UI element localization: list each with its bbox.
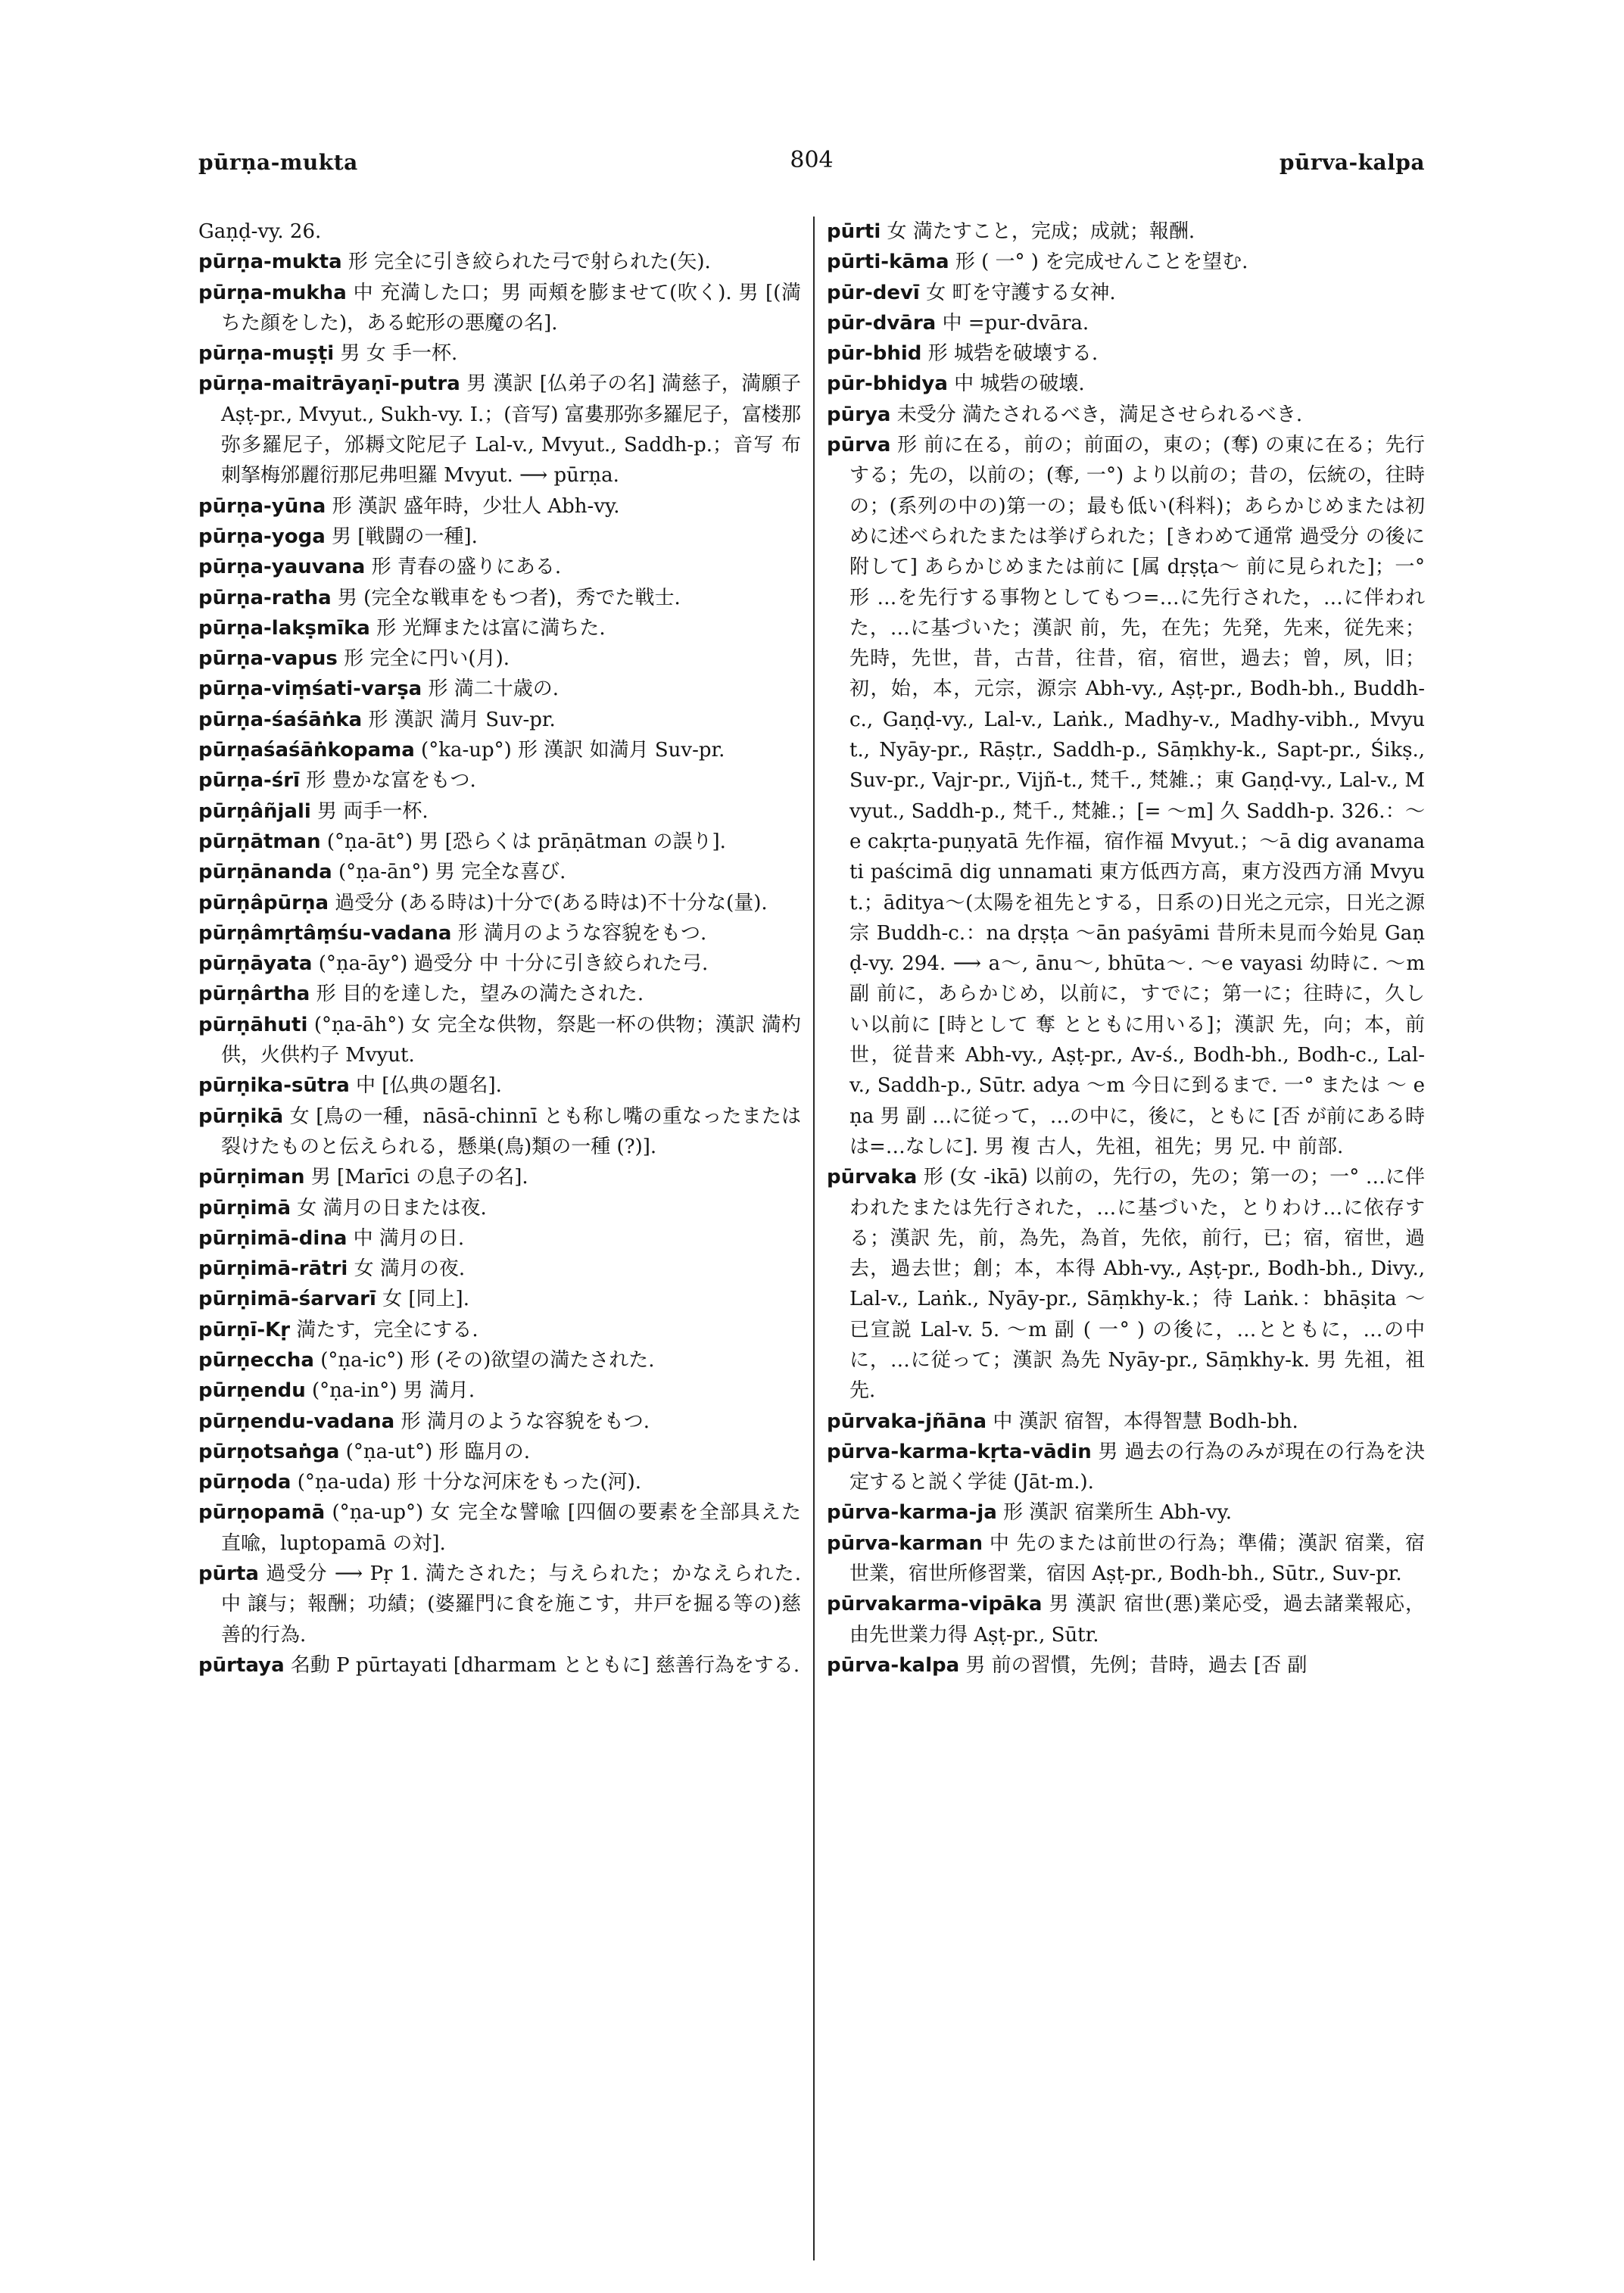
entry-headword: pūrva-karma-ja [827,1501,997,1525]
dictionary-entry [827,278,1425,308]
dictionary-entry [198,278,801,339]
entry-headword: pūrṇoda [198,1471,291,1494]
entry-headword: pūrṇa-yauvana [198,556,366,579]
entry-definition: 中 =pur-dvāra. [936,311,1089,335]
entry-headword: pūrṇaśaśāṅkopama [198,739,415,762]
dictionary-entry [827,1407,1425,1437]
entry-headword: pūrṇātman [198,830,321,853]
dictionary-entry [827,1437,1425,1498]
entry-headword: pūrṇa-maitrāyaṇī-putra [198,372,460,396]
entry-definition: 中 満月の日. [347,1226,465,1250]
entry-headword: pūrṇa-ratha [198,586,332,609]
entry-definition: 中 城砦の破壊. [947,372,1085,396]
dictionary-entry [198,1254,801,1284]
dictionary-entry [198,1345,801,1375]
dictionary-entry [198,796,801,827]
entry-definition: 形 満月のような容貌をもつ. [451,921,707,945]
entry-definition: 女 [同上]. [376,1288,469,1311]
page-header [198,147,1425,180]
entry-definition: 女 満月の夜. [348,1257,466,1281]
running-head-left: pūrṇa-mukta [198,150,358,175]
entry-headword: pūrṇāhuti [198,1013,308,1036]
entry-definition: 中 [仏典の題名]. [349,1074,502,1098]
dictionary-entry [198,918,801,949]
entry-definition: 形 満二十歳の. [422,678,560,701]
entry-headword: pūr-dvāra [827,311,937,335]
entry-definition: (°ṇa-āt°) 男 [恐らくは prāṇātman の誤り]. [320,830,726,853]
dictionary-entry [198,491,801,522]
entry-headword: pūrṇa-mukha [198,281,347,304]
dictionary-entry [827,369,1425,399]
entry-definition: 形 漢訳 満月 Suv-pr. [362,708,556,731]
entry-headword: pūrṇâpūrṇa [198,891,329,914]
entry-headword: pūrti [827,220,881,243]
entry-definition: (°ṇa-ān°) 男 完全な喜び. [332,861,566,884]
entry-headword: pūrṇa-śaśāṅka [198,708,363,731]
dictionary-entry [827,247,1425,277]
dictionary-entry [198,1193,801,1223]
entry-definition: (°ṇa-ic°) 形 (その)欲望の満たされた. [313,1348,655,1372]
entry-headword: pūrvaka [827,1166,918,1189]
entry-headword: pūrṇârtha [198,983,310,1006]
dictionary-entry [198,1223,801,1254]
dictionary-entry [198,674,801,704]
entry-headword: pūrṇāyata [198,952,313,976]
column-divider [813,217,815,2260]
entry-definition: 中 漢訳 宿智，本得智慧 Bodh-bh. [987,1410,1298,1433]
entry-definition: 男 漢訳 [仏弟子の名] 満慈子，満願子 Aṣṭ-pr., Mvyut., Sukh-vy. I.；(音写) 富婁那弥多羅尼子，富楼那弥多羅尼子，邠耨文陀尼子 Lal-v., Mvyut., Saddh-p.；音写 布刺拏梅邠麗衍那尼弗呾羅 Mvyut. ⟶ pūrṇa. [221,372,801,488]
page-number: 804 [790,147,834,173]
dictionary-entry [198,1497,801,1559]
entry-headword: pūrṇimā [198,1196,291,1220]
entry-definition: 形 青春の盛りにある. [365,556,562,579]
dictionary-entry [198,1650,801,1681]
entry-headword: pūrṇa-viṃśati-varṣa [198,678,422,701]
entry-definition: 形 ( 一° ) を完成せんことを望む. [949,251,1248,274]
entry-headword: pūrṇimā-dina [198,1226,348,1250]
entry-definition: 形 豊かな富をもつ. [300,769,476,793]
dictionary-entry [198,1467,801,1497]
dictionary-entry [198,1284,801,1314]
dictionary-entry [198,613,801,643]
dictionary-entry [198,552,801,582]
dictionary-entry [198,247,801,277]
entry-headword: pūrṇotsaṅga [198,1440,340,1463]
dictionary-entry [198,735,801,765]
entry-headword: pūrṇâmṛtâṃśu-vadana [198,921,452,945]
entry-definition: 男 過去の行為のみが現在の行為を決定すると説く学徒 (Jāt-m.). [849,1440,1425,1494]
entry-headword: pūrṇendu [198,1379,306,1403]
entry-definition: 過受分 (ある時は)十分で(ある時は)不十分な(量). [329,891,768,914]
dictionary-entry [198,857,801,887]
dictionary-entry [198,1101,801,1163]
entry-headword: pūrṇendu-vadana [198,1410,395,1433]
entry-headword: pūrta [198,1562,259,1586]
entry-definition: (°ṇa-in°) 男 満月. [305,1379,475,1403]
entry-definition: 中 充満した口；男 両頬を膨ませて(吹く). 男 [(満ちた顔をした)，ある蛇形の悪魔の名]. [221,281,801,335]
entry-headword: pūrva-kalpa [827,1653,960,1677]
dictionary-entry [198,1559,801,1650]
dictionary-entry [198,1162,801,1192]
entry-definition: (°ṇa-ut°) 形 臨月の. [339,1440,531,1463]
entry-definition: (°ṇa-āh°) 女 完全な供物，祭匙一杯の供物；漢訳 満杓供，火供杓子 Mvyut. [221,1013,801,1067]
entry-definition: 女 町を守護する女神. [919,281,1116,304]
entry-definition: 男 [戦闘の一種]. [325,525,478,548]
dictionary-entry [198,217,801,247]
dictionary-entry [827,1162,1425,1406]
entry-headword: pūrṇimā-rātri [198,1257,348,1281]
entry-definition: 女 満たすこと，完成；成就；報酬. [881,220,1195,243]
entry-definition: 形 前に在る，前の；前面の，東の；(奪) の東に在る；先行する；先の，以前の；(奪, 一°) より以前の；昔の，伝統の，往時の；(系列の中の)第一の；最も低い(科料)；あらかじめまたは初めに述べられたまたは挙げられた；[きわめて通常 過受分 の後に附して] あらかじめまたは前に [属 dṛṣṭa～ 前に見られた]；一° 形 …を先行する事物としてもつ=…に先行された，…に伴われた，…に基づいた；漢訳 前，先，在先；先発，先来，従先来；先時，先世，昔，古昔，往昔，宿，宿世，過去；曾，夙，旧；初，始，本，元宗，源宗 Abh-vy., Aṣṭ-pr., Bodh-bh., Buddh-c., Gaṇḍ-vy., Lal-v., Laṅk., Madhy-v., Madhy-vibh., Mvyut., Nyāy-pr., Rāṣṭr., Saddh-p., Sāṃkhy-k., Sapt-pr., Śikṣ., Suv-pr., Vajr-pr., Vijñ-t., 梵千., 梵雑.；東 Gaṇḍ-vy., Lal-v., Mvyut., Saddh-p., 梵千., 梵雑.；[= ～m] 久 Saddh-p. 326.：～e cakṛta-puṇyatā 先作福，宿作福 Mvyut.；～ā dig avanamati paścimā dig unnamati 東方低西方高，東方没西方涌 Mvyut.；āditya～(太陽を祖先とする，日系の)日光之元宗，日光之源宗 Buddh-c.：na dṛṣṭa ～ān paśyāmi 昔所未見而今始見 Gaṇḍ-vy. 294. ⟶ a～, ānu～, bhūta～. ～e vayasi 幼時に. ～m 副 前に，あらかじめ，以前に，すでに；第一に；往時に，久しい以前に [時として 奪 とともに用いる]；漢訳 先，向；本，前世，従昔来 Abh-vy., Aṣṭ-pr., Av-ś., Bodh-bh., Bodh-c., Lal-v., Saddh-p., Sūtr. adya ～m 今日に到るまで. 一° または ～ eṇa 男 副 …に従って，…の中に，後に，ともに [否 が前にある時は=…なしに]. 男 複 古人，先祖，祖先；男 兄. 中 前部. [849,434,1425,1158]
dictionary-entry [827,1650,1425,1681]
entry-headword: pūrṇiman [198,1166,305,1189]
entry-headword: pūrtaya [198,1653,285,1677]
entry-headword: pūrṇopamā [198,1501,326,1525]
dictionary-entry [827,308,1425,338]
dictionary-entry [198,338,801,369]
dictionary-entry [198,979,801,1009]
dictionary-entry [827,338,1425,369]
dictionary-entry [827,430,1425,1162]
entry-headword: pūr-bhidya [827,372,948,396]
dictionary-entry [198,522,801,552]
entry-headword: pūrṇī-Kṛ [198,1318,291,1341]
entry-headword: pūrṇimā-śarvarī [198,1288,376,1311]
right-column [827,217,1425,2276]
entry-headword: pūrṇâñjali [198,799,311,823]
entry-headword: pūrṇa-yūna [198,494,326,518]
dictionary-entry [198,949,801,979]
entry-definition: 男 女 手一杯. [334,342,458,366]
entry-definition: 名動 P pūrtayati [dharmam とともに] 慈善行為をする. [284,1653,800,1677]
entry-headword: pūrṇānanda [198,861,332,884]
dictionary-entry [198,1375,801,1406]
entry-headword: pūrṇa-śrī [198,769,300,793]
entry-definition: 女 [鳥の一種，nāsā-chinnī とも称し嘴の重なったまたは裂けたものと伝えられる，懸巣(鳥)類の一種 (?)]. [221,1104,801,1158]
entry-headword: pūrvakarma-vipāka [827,1593,1043,1616]
entry-definition: Gaṇḍ-vy. 26. [198,220,322,243]
entry-headword: pūrva-karman [827,1531,983,1555]
dictionary-entry [198,705,801,735]
entry-definition: 女 満月の日または夜. [291,1196,487,1220]
entry-headword: pūrṇa-muṣṭi [198,342,335,366]
entry-headword: pūrṇa-yoga [198,525,326,548]
dictionary-entry [198,1070,801,1101]
entry-definition: 形 城砦を破壊する. [921,342,1099,366]
dictionary-entry [827,1497,1425,1528]
entry-headword: pūrvaka-jñāna [827,1410,987,1433]
entry-definition: 形 満月のような容貌をもつ. [394,1410,650,1433]
entry-headword: pūrva [827,434,891,457]
entry-headword: pūrya [827,403,891,426]
entry-headword: pūrṇa-lakṣmīka [198,616,370,640]
dictionary-entry [198,643,801,674]
entry-headword: pūrṇika-sūtra [198,1074,350,1098]
entry-definition: 形 (女 -ikā) 以前の，先行の，先の；第一の；一° …に伴われたまたは先行された，…に基づいた，とりわけ…に依存する；漢訳 先，前，為先，為首，先依，前行，已；宿，宿世，過去，過去世；創；本，本得 Abh-vy., Aṣṭ-pr., Bodh-bh., Divy., Lal-v., Laṅk., Nyāy-pr., Sāṃkhy-k.；待 Laṅk.：bhāṣita ～ 已宣説 Lal-v. 5. ～m 副 ( 一° ) の後に，…とともに，…の中に，…に従って；漢訳 為先 Nyāy-pr., Sāṃkhy-k. 男 先祖，祖先. [849,1166,1425,1403]
entry-definition: 形 漢訳 盛年時，少壮人 Abh-vy. [326,494,620,518]
entry-headword: pūrṇa-mukta [198,251,342,274]
dictionary-entry [827,1528,1425,1590]
entry-definition: 形 完全に引き絞られた弓で射られた(矢). [341,251,711,274]
entry-definition: 形 光輝または富に満ちた. [369,616,606,640]
entry-headword: pūrṇikā [198,1104,284,1128]
dictionary-entry [827,1589,1425,1650]
dictionary-entry [827,217,1425,247]
entry-definition: (°ṇa-uda) 形 十分な河床をもった(河). [291,1471,642,1494]
entry-definition: 満たす，完全にする. [290,1318,478,1341]
entry-definition: 形 目的を達した，望みの満たされた. [310,983,644,1006]
dictionary-entry [198,827,801,857]
entry-definition: 男 (完全な戦車をもつ者)，秀でた戦士. [331,586,681,609]
left-column [198,217,801,2276]
entry-definition: 過受分 ⟶ Pṛ 1. 満たされた；与えられた；かなえられた. 中 譲与；報酬；功績；(婆羅門に食を施こす，井戸を掘る等の)慈善的行為. [221,1562,801,1647]
entry-definition: (°ka-up°) 形 漢訳 如満月 Suv-pr. [414,739,725,762]
entry-definition: 男 [Marīci の息子の名]. [304,1166,528,1189]
entry-definition: 形 漢訳 宿業所生 Abh-vy. [996,1501,1232,1525]
entry-definition: 形 完全に円い(月). [337,647,510,671]
dictionary-entry [198,583,801,613]
dictionary-entry [198,1010,801,1071]
entry-headword: pūrti-kāma [827,251,949,274]
dictionary-entry [198,369,801,491]
entry-definition: (°ṇa-up°) 女 完全な譬喩 [四個の要素を全部具えた直喩，luptopamā の対]. [221,1501,801,1555]
dictionary-entry [198,1437,801,1467]
entry-headword: pūr-bhid [827,342,922,366]
running-head-right: pūrva-kalpa [1279,150,1425,175]
entry-definition: 男 漢訳 宿世(悪)業応受，過去諸業報応，由先世業力得 Aṣṭ-pr., Sūtr. [849,1593,1425,1647]
dictionary-entry [827,400,1425,430]
entry-headword: pūrva-karma-kṛta-vādin [827,1440,1092,1463]
dictionary-entry [198,765,801,796]
entry-headword: pūrṇa-vapus [198,647,338,671]
entry-definition: 中 先のまたは前世の行為；準備；漢訳 宿業，宿世業，宿世所修習業，宿因 Aṣṭ-pr., Bodh-bh., Sūtr., Suv-pr. [849,1531,1425,1586]
dictionary-entry [198,1315,801,1345]
entry-definition: 未受分 満たされるべき，満足させられるべき. [890,403,1303,426]
dictionary-entry [198,1407,801,1437]
entry-definition: (°ṇa-āy°) 過受分 中 十分に引き絞られた弓. [312,952,709,976]
dictionary-entry [198,888,801,918]
entry-headword: pūr-devī [827,281,920,304]
entry-headword: pūrṇeccha [198,1348,314,1372]
entry-definition: 男 前の習慣，先例；昔時，過去 [否 副 [959,1653,1308,1677]
entry-definition: 男 両手一杯. [310,799,429,823]
